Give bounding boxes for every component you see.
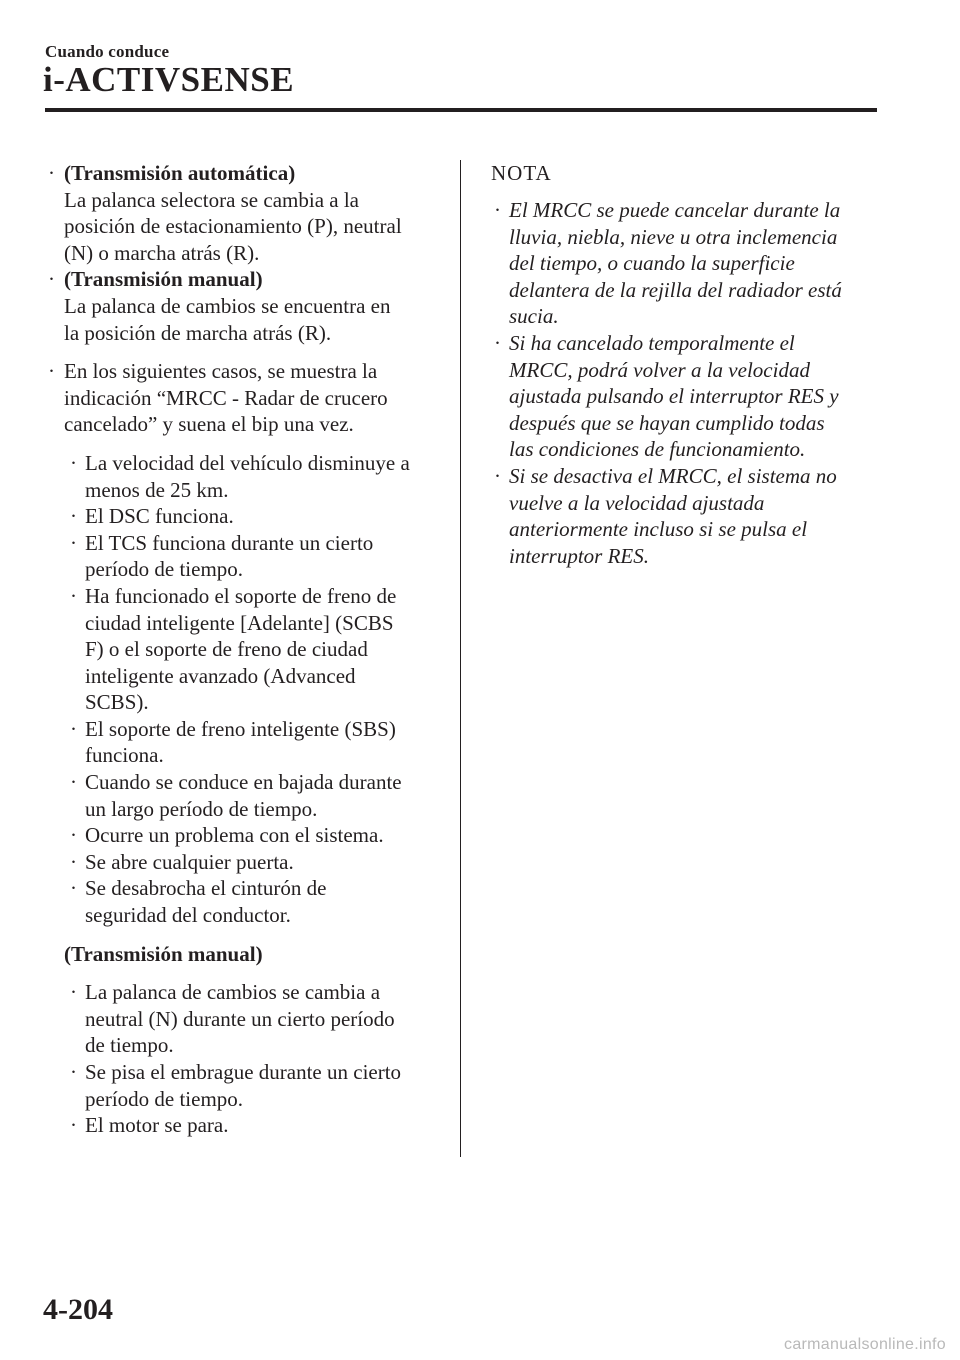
watermark: carmanualsonline.info	[784, 1336, 946, 1353]
bullet-icon: ·	[70, 716, 77, 741]
text-line: la posición de marcha atrás (R).	[64, 320, 332, 345]
text-line: indicación “MRCC - Radar de crucero	[64, 385, 388, 410]
text-line: Cuando se conduce en bajada durante	[85, 770, 402, 795]
note-list	[488, 197, 880, 569]
chapter-title: i-ACTIVSENSE	[43, 60, 295, 99]
paragraph	[45, 293, 445, 346]
text-line: inteligente avanzado (Advanced	[85, 663, 356, 688]
sub-bullet-item	[45, 849, 445, 876]
sub-bullet-item	[45, 979, 445, 1059]
sub-bullet-item	[45, 875, 445, 928]
text-line: ajustada pulsando el interruptor RES y	[509, 384, 839, 409]
page-number: 4-204	[43, 1293, 113, 1326]
text-line: (Transmisión automática)	[64, 161, 296, 185]
note-item	[488, 197, 880, 330]
section-label: Cuando conduce	[45, 42, 170, 61]
bullet-icon: ·	[48, 359, 55, 384]
bullet-icon: ·	[70, 823, 77, 848]
bullet-icon: ·	[70, 849, 77, 874]
text-line: delantera de la rejilla del radiador está	[509, 277, 842, 302]
text-line: Si ha cancelado temporalmente el	[509, 330, 795, 355]
text-line: seguridad del conductor.	[85, 903, 291, 928]
text-line: interruptor RES.	[509, 543, 649, 568]
sub-bullet-item	[45, 583, 445, 716]
sub-bullet-item	[45, 716, 445, 769]
text-line: funciona.	[85, 743, 164, 768]
text-line: (Transmisión manual)	[64, 941, 263, 966]
sub-bullet-item	[45, 530, 445, 583]
text-line: lluvia, niebla, nieve u otra inclemencia	[509, 224, 838, 249]
bullet-item	[45, 358, 445, 438]
text-line: El TCS funciona durante un cierto	[85, 530, 374, 555]
sub-bullet-item	[45, 503, 445, 530]
text-line: de tiempo.	[85, 1033, 174, 1058]
text-line: La palanca de cambios se encuentra en	[64, 293, 391, 318]
text-line: período de tiempo.	[85, 557, 244, 582]
text-line: después que se hayan cumplido todas	[509, 410, 825, 435]
bullet-item	[45, 160, 445, 187]
bullet-icon: ·	[70, 770, 77, 795]
bullet-icon: ·	[48, 267, 55, 292]
text-line: menos de 25 km.	[85, 477, 229, 502]
note-item	[488, 463, 880, 569]
text-line: vuelve a la velocidad ajustada	[509, 490, 765, 515]
bullet-icon: ·	[70, 450, 77, 475]
text-line: Ha funcionado el soporte de freno de	[85, 583, 397, 608]
text-line: La palanca selectora se cambia a la	[64, 187, 359, 212]
text-line: Se abre cualquier puerta.	[85, 849, 294, 874]
text-line: cancelado” y suena el bip una vez.	[64, 412, 354, 437]
text-line: neutral (N) durante un cierto período	[85, 1006, 395, 1031]
text-line: La velocidad del vehículo disminuye a	[85, 450, 410, 475]
text-line: sucia.	[509, 304, 559, 329]
text-line: El MRCC se puede cancelar durante la	[509, 198, 841, 222]
text-line: Si se desactiva el MRCC, el sistema no	[509, 463, 837, 488]
text-line: un largo período de tiempo.	[85, 796, 318, 821]
bullet-icon: ·	[70, 583, 77, 608]
text-line: La palanca de cambios se cambia a	[85, 980, 381, 1005]
text-line: MRCC, podrá volver a la velocidad	[509, 357, 810, 382]
text-line: anteriormente incluso si se pulsa el	[509, 517, 808, 542]
text-line: ciudad inteligente [Adelante] (SCBS	[85, 610, 394, 635]
text-line: (Transmisión manual)	[64, 267, 263, 292]
bullet-item	[45, 266, 445, 293]
text-line: En los siguientes casos, se muestra la	[64, 359, 378, 384]
text-line: SCBS).	[85, 690, 149, 715]
bullet-icon: ·	[70, 504, 77, 529]
bullet-icon: ·	[494, 198, 501, 222]
text-line: El motor se para.	[85, 1113, 229, 1138]
paragraph	[45, 187, 445, 267]
text-line: (N) o marcha atrás (R).	[64, 240, 260, 265]
text-line: posición de estacionamiento (P), neutral	[64, 214, 402, 239]
text-line: Ocurre un problema con el sistema.	[85, 823, 384, 848]
bullet-icon: ·	[70, 1113, 77, 1138]
left-column	[45, 160, 445, 1139]
sub-heading	[45, 941, 445, 968]
right-column	[488, 160, 880, 569]
bullet-icon: ·	[70, 876, 77, 901]
sub-bullet-item	[45, 1059, 445, 1112]
sub-bullet-item	[45, 769, 445, 822]
column-divider	[460, 160, 461, 1157]
sub-bullet-item	[45, 1112, 445, 1139]
bullet-icon: ·	[70, 980, 77, 1005]
text-line: del tiempo, o cuando la superficie	[509, 251, 795, 276]
text-line: Se desabrocha el cinturón de	[85, 876, 327, 901]
text-line: período de tiempo.	[85, 1086, 244, 1111]
bullet-icon: ·	[494, 330, 501, 355]
header-rule	[45, 108, 877, 112]
bullet-icon: ·	[494, 463, 501, 488]
text-line: El soporte de freno inteligente (SBS)	[85, 716, 396, 741]
sub-bullet-item	[45, 822, 445, 849]
note-item	[488, 330, 880, 463]
sub-bullet-item	[45, 450, 445, 503]
text-line: las condiciones de funcionamiento.	[509, 437, 806, 462]
bullet-icon: ·	[48, 161, 55, 185]
bullet-icon: ·	[70, 1060, 77, 1084]
text-line: F) o el soporte de freno de ciudad	[85, 637, 368, 662]
note-title: NOTA	[491, 161, 552, 185]
bullet-icon: ·	[70, 530, 77, 555]
text-line: Se pisa el embrague durante un cierto	[85, 1060, 402, 1084]
text-line: El DSC funciona.	[85, 504, 234, 529]
